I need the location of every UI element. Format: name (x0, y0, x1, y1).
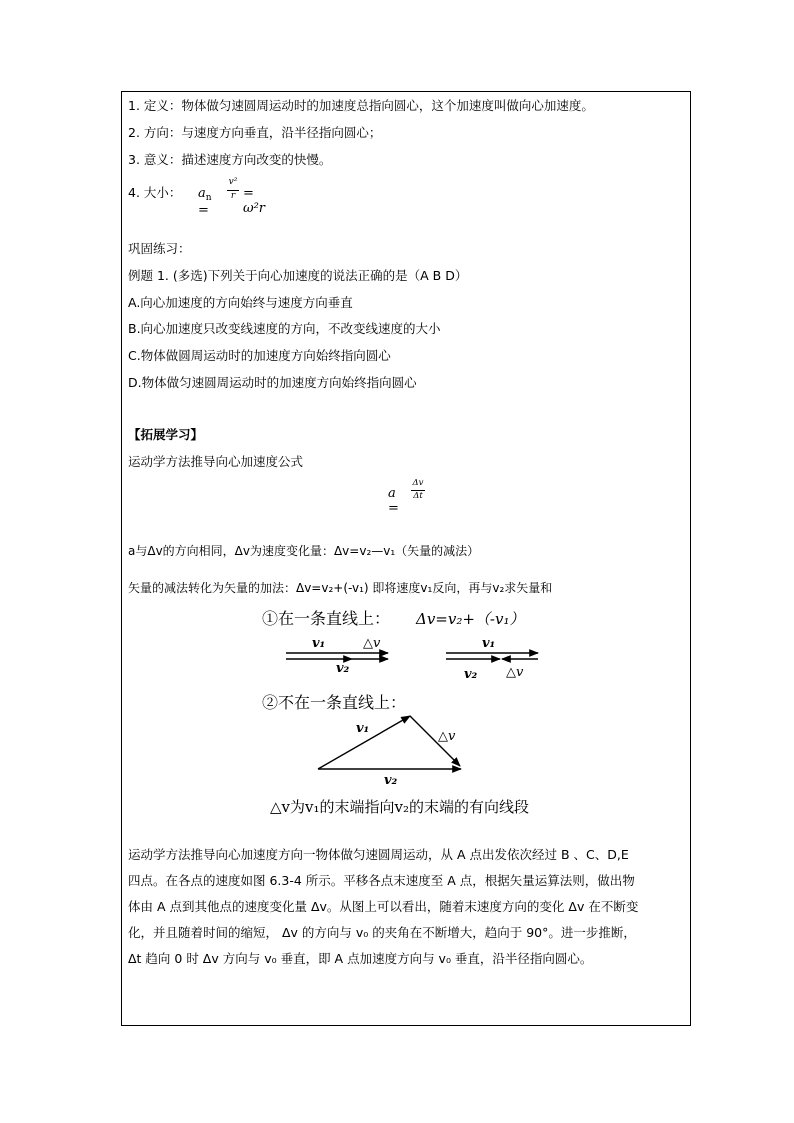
label-delta-v: △v (506, 665, 524, 680)
figure-caption: △v为v₁的末端指向v₂的末端的有向线段 (270, 798, 529, 816)
label-v1: v₁ (482, 636, 496, 651)
case-2-label: ②不在一条直线上： (262, 693, 407, 712)
label-delta-v: △v (363, 636, 381, 651)
derivation-line-3: 体由 A 点到其他点的速度变化量 Δv。从图上可以看出，随着末速度方向的变化 Δv 在不断变 (128, 899, 639, 914)
case-1-label: ①在一条直线上： (262, 609, 391, 628)
derivation-line-1: 运动学方法推导向心加速度方向一物体做匀速圆周运动，从 A 点出发依次经过 B 、C、D,E (128, 847, 629, 862)
size-formula-numerator: v² (228, 177, 238, 187)
practice-option-c: C.物体做圆周运动时的加速度方向始终指向圆心 (128, 348, 391, 363)
size-formula-denominator: r (230, 191, 236, 201)
size-formula-lhs: a (198, 186, 206, 201)
practice-option-b: B.向心加速度只改变线速度的方向，不改变线速度的大小 (128, 321, 441, 336)
vector-subtraction-figure (0, 600, 794, 840)
practice-heading: 巩固练习： (128, 241, 191, 256)
definition-item-1: 1. 定义：物体做匀速圆周运动时的加速度总指向圆心，这个加速度叫做向心加速度。 (128, 98, 594, 113)
acceleration-formula-denominator: Δt (413, 491, 423, 501)
size-formula-rhs: = ω²r (243, 186, 266, 216)
definition-item-3: 3. 意义：描述速度方向改变的快慢。 (128, 152, 332, 167)
extension-line-1: a与Δv的方向相同，Δv为速度变化量：Δv=v₂—v₁（矢量的减法） (128, 544, 480, 558)
collinear-diagram-right (446, 636, 538, 682)
case-1-formula: Δv=v₂+（-v₁） (416, 610, 525, 628)
practice-question: 例题 1. (多选)下列关于向心加速度的说法正确的是（A B D） (128, 268, 468, 283)
derivation-line-4: 化，并且随着时间的缩短， Δv 的方向与 v₀ 的夹角在不断增大，趋向于 90°。进一步推断， (128, 925, 636, 940)
derivation-line-5: Δt 趋向 0 时 Δv 方向与 v₀ 垂直，即 A 点加速度方向与 v₀ 垂直，沿半径指向圆心。 (128, 951, 593, 966)
triangle-diagram (318, 716, 461, 788)
label-v2: v₂ (384, 773, 398, 788)
definition-item-2: 2. 方向：与速度方向垂直，沿半径指向圆心； (128, 125, 382, 140)
extension-line-2: 矢量的减法转化为矢量的加法：Δv=v₂+(-v₁) 即将速度v₁反向，再与v₂求矢量和 (128, 581, 553, 595)
size-formula-lhs-sub: n (205, 193, 212, 203)
extension-subtitle: 运动学方法推导向心加速度公式 (128, 454, 304, 469)
collinear-diagram-left (286, 636, 388, 676)
practice-option-d: D.物体做匀速圆周运动时的加速度方向始终指向圆心 (128, 375, 417, 390)
definition-item-4-label: 4. 大小： (128, 185, 182, 200)
extension-heading: 【拓展学习】 (128, 427, 204, 442)
acceleration-formula-numerator: Δv (412, 478, 424, 488)
acceleration-formula-lhs: a = (388, 486, 399, 516)
label-v2: v₂ (464, 667, 478, 682)
derivation-line-2: 四点。在各点的速度如图 6.3-4 所示。平移各点末速度至 A 点，根据矢量运算法则，做出物 (128, 873, 635, 888)
label-v1: v₁ (312, 636, 326, 651)
practice-option-a: A.向心加速度的方向始终与速度方向垂直 (128, 295, 353, 310)
label-v2: v₂ (336, 661, 350, 676)
label-delta-v: △v (438, 729, 456, 744)
label-v1: v₁ (356, 721, 370, 736)
